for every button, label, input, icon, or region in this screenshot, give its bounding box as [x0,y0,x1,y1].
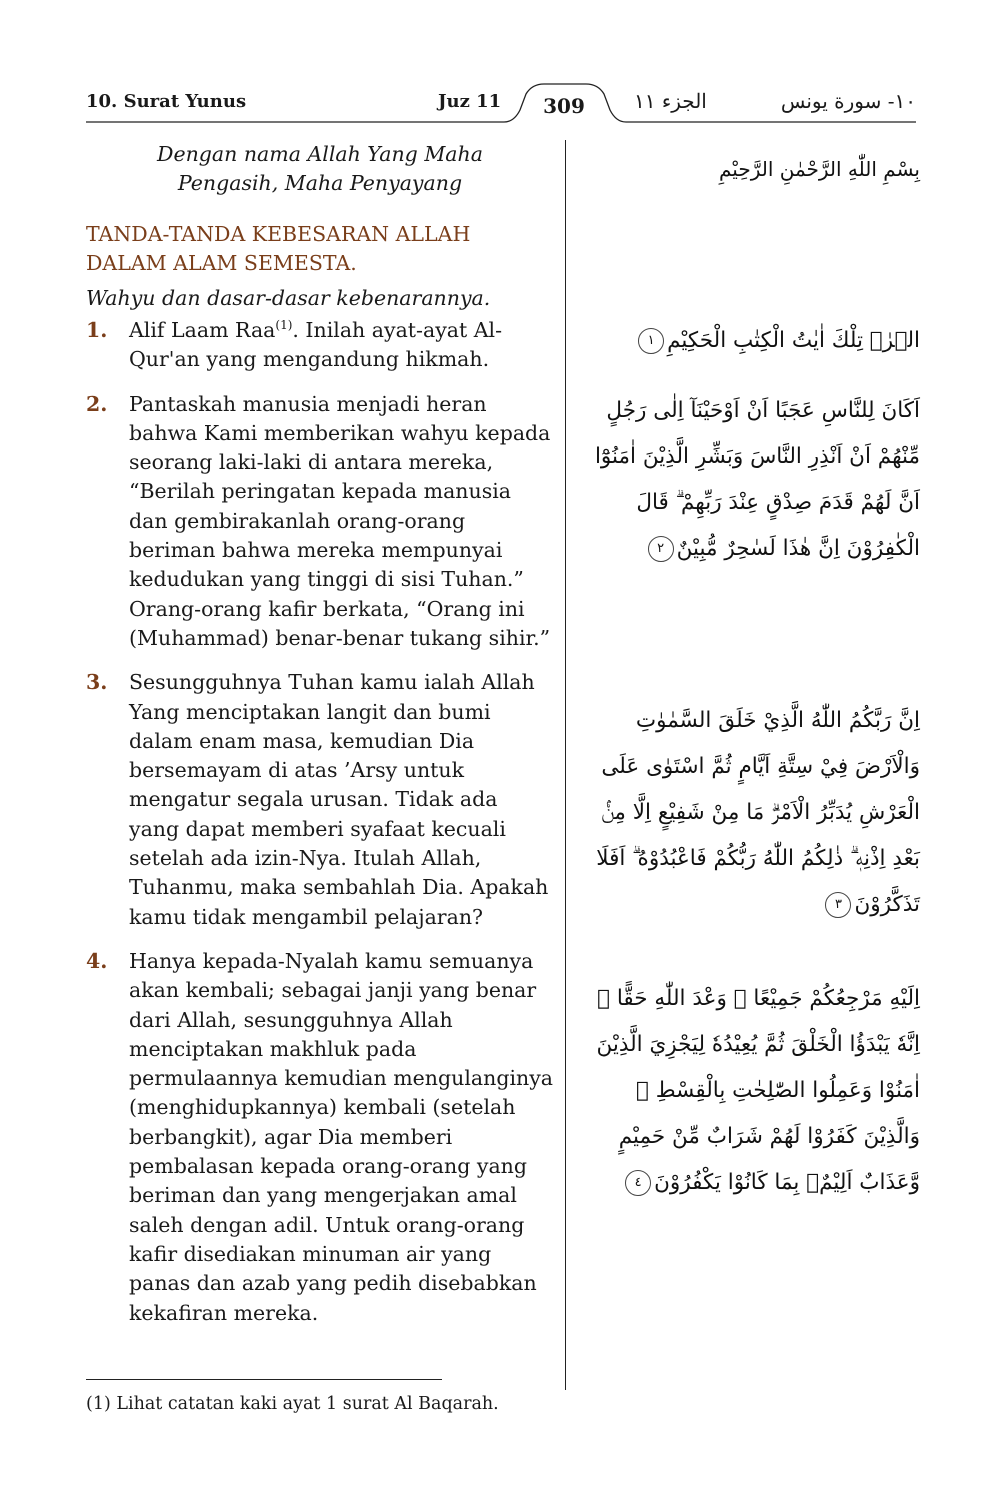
verse-number: 2. [86,391,108,416]
verse-3-translation [86,668,554,932]
verse-1-arabic [590,318,920,364]
verse-2-translation [86,390,554,654]
header-surah-name: 10. Surat Yunus [86,91,247,112]
arabic-text: اِنَّ رَبَّكُمُ اللّٰهُ الَّذِيْ خَلَقَ السَّمٰوٰتِ وَالْاَرْضَ فِيْ سِتَّةِ اَيَّامٍ ثُمَّ اسْتَوٰى عَلَى الْعَرْشِ يُدَبِّرُ الْاَمْرَۗ مَا مِنْ شَفِيْعٍ اِلَّا مِنْۢ بَعْدِ اِذْنِهٖ ۗ ذٰلِكُمُ اللّٰهُ رَبُّكُمْ فَاعْبُدُوْهُ ۗ اَفَلَا تَذَكَّرُوْنَ [596,708,920,917]
translation-column [86,140,554,1343]
verse-text-part: Alif Laam Raa [129,318,276,342]
header-surah-arabic: ١٠- سورة يونس [780,89,916,113]
footnote-ref: (1) [275,318,293,333]
page-number: 309 [543,94,585,118]
section-title [86,220,554,278]
ayah-end-marker: ٤ [625,1170,651,1196]
section-title-line2: DALAM ALAM SEMESTA. [86,251,357,275]
verse-4-arabic [590,976,920,1206]
header-juz-arabic: الجزء ١١ [634,89,707,113]
arabic-text: اِلَيْهِ مَرْجِعُكُمْ جَمِيْعًا ۗ وَعْدَ اللّٰهِ حَقًّا ۗ اِنَّهٗ يَبْدَؤُا الْخَلْقَ ثُمَّ يُعِيْدُهٗ لِيَجْزِيَ الَّذِيْنَ اٰمَنُوْا وَعَمِلُوا الصّٰلِحٰتِ بِالْقِسْطِ ۗ وَالَّذِيْنَ كَفَرُوْا لَهُمْ شَرَابٌ مِّنْ حَمِيْمٍ وَّعَذَابٌ اَلِيْمٌۢ بِمَا كَانُوْا يَكْفُرُوْنَ [596,986,920,1195]
basmalah-translation [86,140,554,198]
verse-text-part: . Inilah ayat-ayat Al-Qur'an yang mengandung hikmah. [129,318,503,372]
basmalah-translation-line1: Dengan nama Allah Yang Maha [157,142,483,166]
verse-text [129,316,554,375]
column-divider [565,140,566,1390]
basmalah-translation-line2: Pengasih, Maha Penyayang [177,171,463,195]
verse-4-translation [86,947,554,1328]
arabic-text: الۤرٰۗ تِلْكَ اٰيٰتُ الْكِتٰبِ الْحَكِيْمِ [667,328,920,353]
ayah-end-marker: ١ [638,328,664,354]
verse-3-arabic [590,698,920,928]
section-subtitle: Wahyu dan dasar-dasar kebenarannya. [86,286,491,310]
page-header [86,80,916,122]
verse-text: Hanya kepada-Nyalah kamu semuanya akan kembali; sebagai janji yang benar dari Allah, sesungguhnya Allah menciptakan makhluk pada permulaannya kemudian mengulanginya (menghidupkannya) kembali (setelah berbangkit), agar Dia memberi pembalasan kepada orang-orang yang beriman dan yang mengerjakan amal saleh dengan adil. Untuk orang-orang kafir disediakan minuman air yang panas dan azab yang pedih disebabkan kekafiran mereka. [129,948,554,1325]
verse-text: Sesungguhnya Tuhan kamu ialah Allah Yang menciptakan langit dan bumi dalam enam masa, kemudian Dia bersemayam di atas ’Arsy untuk mengatur segala urusan. Tidak ada yang dapat memberi syafaat kecuali setelah ada izin-Nya. Itulah Allah, Tuhanmu, maka sembahlah Dia. Apakah kamu tidak mengambil pelajaran? [129,670,549,929]
ayah-end-marker: ٢ [648,536,674,562]
arabic-text: اَكَانَ لِلنَّاسِ عَجَبًا اَنْ اَوْحَيْنَآ اِلٰى رَجُلٍ مِّنْهُمْ اَنْ اَنْذِرِ النَّاسَ وَبَشِّرِ الَّذِيْنَ اٰمَنُوْٓا اَنَّ لَهُمْ قَدَمَ صِدْقٍ عِنْدَ رَبِّهِمْ ۗ قَالَ الْكٰفِرُوْنَ اِنَّ هٰذَا لَسٰحِرٌ مُّبِيْنٌ [594,398,920,561]
verse-number: 3. [86,670,108,695]
verse-text: Pantaskah manusia menjadi heran bahwa Kami memberikan wahyu kepada seorang laki-laki di antara mereka, “Berilah peringatan kepada manusia dan gembirakanlah orang-orang beriman bahwa mereka mempunyai kedudukan yang tinggi di sisi Tuhan.” Orang-orang kafir berkata, “Orang ini (Muhammad) benar-benar tukang sihir.” [129,391,551,650]
header-juz: Juz 11 [438,91,502,112]
section-title-line1: TANDA-TANDA KEBESARAN ALLAH [86,222,471,246]
basmalah-arabic: بِسْمِ اللّٰهِ الرَّحْمٰنِ الرَّحِيْمِ [718,157,920,181]
verse-1-translation [86,316,554,375]
footnote-rule [86,1379,442,1380]
footnote: (1) Lihat catatan kaki ayat 1 surat Al Baqarah. [86,1394,499,1414]
verse-2-arabic [590,388,920,572]
ayah-end-marker: ٣ [825,892,851,918]
verse-number: 1. [86,318,108,342]
verse-number: 4. [86,948,108,973]
